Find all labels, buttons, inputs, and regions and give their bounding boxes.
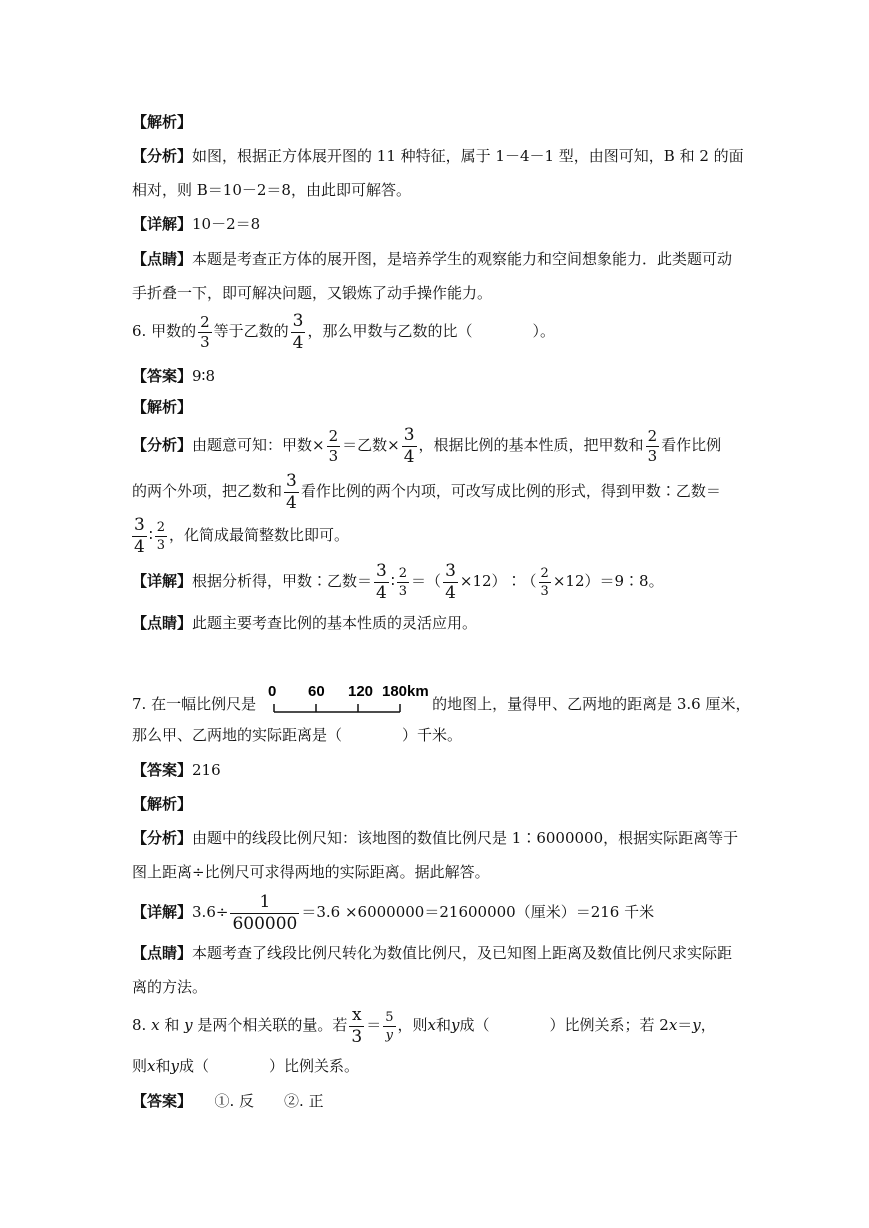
frac-denominator: 3: [328, 446, 339, 465]
scale-label-180km: 180km: [382, 683, 429, 700]
q5-dianjing-tag: 【点睛】: [132, 250, 193, 268]
q6-dianjing-line: [132, 613, 477, 633]
q8-l2-b: 和: [155, 1057, 171, 1075]
q8-answer-tag: 【答案】: [132, 1092, 185, 1110]
q8-text-e: 和: [435, 1016, 451, 1034]
q6-xj-d: ×12）＝9∶8。: [552, 572, 664, 590]
var-y: y: [451, 1016, 460, 1034]
q8-text-g: ＝: [677, 1016, 693, 1034]
q5-fenxi-text1: 如图，根据正方体展开图的 11 种特征，属于 1－4－1 型，由图可知，B 和 2 的面: [192, 147, 744, 165]
frac-denominator: 600000: [232, 913, 298, 934]
q6-text-b: 等于乙数的: [213, 322, 289, 340]
q6-xj-a: 根据分析得，甲数∶乙数＝: [192, 572, 373, 590]
q6-fenxi-line1: [132, 424, 721, 466]
q7-question-line1: [132, 682, 751, 728]
q6-fenxi-line3: [130, 514, 349, 556]
q5-fenxi-line2: 相对，则 B＝10－2＝8，由此即可解答。: [132, 181, 411, 199]
q5-dianjing-line1: [132, 249, 732, 269]
q6-fenxi-line2: [132, 470, 721, 512]
q8-answer: ①. 反 ②. 正: [184, 1092, 324, 1110]
frac-numerator: x: [349, 1007, 364, 1027]
q6-xiangjie-tag: 【详解】: [132, 572, 193, 590]
q7-dianjing-text1: 本题考查了线段比例尺转化为数值比例尺，及已知图上距离及数值比例尺求实际距: [192, 944, 733, 962]
q8-fraction-x-3: [349, 1004, 364, 1047]
q7-fenxi-text1: 由题中的线段比例尺知：该地图的数值比例尺是 1∶6000000，根据实际距离等于: [192, 829, 739, 847]
q5-xiangjie-line: [132, 214, 260, 234]
scale-bar-graphic: [264, 682, 429, 716]
q7-dianjing-tag: 【点睛】: [132, 944, 193, 962]
var-x: x: [151, 1016, 160, 1034]
q5-jiexi-heading: 【解析】: [132, 113, 193, 131]
q7-text-b: 的地图上，量得甲、乙两地的距离是 3.6 厘米，: [432, 695, 751, 713]
var-y: y: [170, 1057, 179, 1075]
q6-answer-tag: 【答案】: [132, 367, 193, 385]
q8-text-d: ，则: [397, 1016, 428, 1034]
frac-denominator: 3: [200, 332, 210, 351]
q7-fenxi-line2: 图上距离÷比例尺可求得两地的实际距离。据此解答。: [132, 863, 490, 881]
q6-fenxi-c: ，根据比例的基本性质，把甲数和: [418, 436, 644, 454]
q6-fenxi-tag: 【分析】: [132, 436, 193, 454]
scale-label-0: 0: [268, 683, 277, 700]
frac-denominator: 3: [398, 583, 408, 599]
scale-bar: [264, 682, 429, 728]
q7-text-a: 7. 在一幅比例尺是: [132, 695, 257, 713]
q5-dianjing-line2: 手折叠一下，即可解决问题，又锻炼了动手操作能力。: [132, 284, 493, 302]
q6-dianjing-tag: 【点睛】: [132, 614, 193, 632]
q6-fraction-3-4: [443, 560, 458, 603]
frac-numerator: 2: [540, 565, 549, 581]
frac-denominator: 3: [647, 446, 658, 465]
q6-xj-b: ＝（: [411, 572, 442, 590]
q6-fraction-3-4: [284, 470, 299, 513]
q6-fraction-2-3: [646, 426, 660, 465]
q7-xj-b: ＝3.6 ×6000000＝21600000（厘米）＝216 千米: [301, 903, 655, 921]
q6-jiexi-heading: 【解析】: [132, 398, 193, 416]
frac-numerator: 3: [134, 514, 145, 535]
q8-l2-a: 则: [132, 1057, 148, 1075]
q6-fraction-3-4: [132, 514, 147, 557]
q7-xiangjie-line: [132, 890, 654, 934]
q5-fenxi-line1: [132, 146, 744, 166]
q8-text-c: 是两个相关联的量。若: [192, 1016, 348, 1034]
q7-answer-tag: 【答案】: [132, 761, 193, 779]
q7-answer-line: [132, 760, 221, 780]
q8-answer-line: [132, 1091, 324, 1111]
q7-dianjing-line1: [132, 943, 732, 963]
scale-label-60: 60: [308, 683, 325, 700]
q8-text-f: 成（ ）比例关系；若 2: [459, 1016, 669, 1034]
frac-numerator: 1: [230, 894, 299, 914]
q5-fenxi-tag: 【分析】: [132, 147, 193, 165]
frac-numerator: 2: [200, 312, 210, 331]
q6-fenxi-a: 由题意可知：甲数×: [192, 436, 325, 454]
q6-fraction-3-4: [402, 424, 417, 467]
frac-numerator: 2: [156, 519, 166, 535]
frac-numerator: 3: [403, 424, 415, 445]
q6-fenxi2-b: 看作比例的两个内项，可改写成比例的形式，得到甲数∶乙数＝: [300, 482, 721, 500]
frac-numerator: 3: [376, 560, 387, 581]
q6-fenxi-d: 看作比例: [661, 436, 722, 454]
var-x: x: [147, 1057, 156, 1075]
q6-fraction-2-3: [327, 426, 341, 465]
q6-fraction-2-3: [198, 312, 212, 351]
q7-answer: 216: [192, 761, 221, 779]
q7-xj-a: 3.6÷: [192, 903, 229, 921]
q6-fraction-3-4: [291, 310, 306, 353]
q6-text-a: 6. 甲数的: [132, 322, 197, 340]
q6-fraction-2-3: [155, 521, 167, 552]
q6-fenxi-b: ＝乙数×: [342, 436, 400, 454]
frac-numerator: 5: [385, 1009, 394, 1025]
q7-question-line2: 那么甲、乙两地的实际距离是（ ）千米。: [132, 726, 463, 744]
q6-xj-c: ×12）∶（: [459, 572, 537, 590]
q6-dianjing: 此题主要考查比例的基本性质的灵活应用。: [192, 614, 478, 632]
scale-label-120: 120: [348, 683, 374, 700]
q6-question: [132, 310, 555, 352]
q6-answer-line: [132, 366, 215, 386]
q6-fraction-2-3: [397, 567, 409, 598]
q6-xj-colon: ∶: [390, 572, 395, 590]
frac-denominator: 4: [376, 582, 387, 603]
frac-denominator: 4: [445, 582, 456, 603]
frac-denominator: 4: [292, 332, 304, 353]
frac-numerator: 2: [398, 565, 408, 581]
var-x: x: [427, 1016, 436, 1034]
q8-text-b: 和: [159, 1016, 185, 1034]
frac-denominator: y: [385, 1027, 394, 1043]
q8-question-line2: [132, 1056, 359, 1076]
q8-text-a: 8.: [132, 1016, 152, 1034]
q7-fraction-1-600000: [230, 891, 299, 934]
frac-numerator: 2: [647, 426, 658, 445]
q8-fraction-5-y: [383, 1011, 395, 1042]
q6-xiangjie-line: [132, 560, 664, 602]
frac-denominator: 4: [286, 492, 297, 513]
var-y: y: [184, 1016, 193, 1034]
q8-text-h: ，: [700, 1016, 716, 1034]
q8-equals: ＝: [366, 1016, 382, 1034]
q6-fraction-2-3: [539, 567, 551, 598]
frac-denominator: 4: [134, 536, 145, 557]
frac-denominator: 3: [540, 583, 549, 599]
var-y: y: [692, 1016, 701, 1034]
q5-xiangjie-text: 10－2＝8: [192, 215, 261, 233]
frac-denominator: 3: [156, 537, 166, 553]
q5-xiangjie-tag: 【详解】: [132, 215, 193, 233]
q6-fenxi2-a: 的两个外项，把乙数和: [132, 482, 283, 500]
frac-denominator: 4: [403, 446, 415, 467]
frac-denominator: 3: [351, 1026, 363, 1047]
q7-fenxi-tag: 【分析】: [132, 829, 193, 847]
q7-dianjing-line2: 离的方法。: [132, 978, 208, 996]
frac-numerator: 3: [292, 310, 304, 331]
frac-numerator: 3: [286, 470, 297, 491]
frac-numerator: 2: [328, 426, 339, 445]
q7-jiexi-heading: 【解析】: [132, 795, 193, 813]
frac-numerator: 3: [445, 560, 456, 581]
q8-question-line1: [132, 1004, 716, 1046]
q5-dianjing-text1: 本题是考查正方体的展开图，是培养学生的观察能力和空间想象能力．此类题可动: [192, 250, 733, 268]
q8-l2-c: 成（ ）比例关系。: [178, 1057, 359, 1075]
q7-fenxi-line1: [132, 828, 738, 848]
q6-fenxi3-colon: ∶: [148, 526, 153, 544]
q6-text-c: ，那么甲数与乙数的比（ ）。: [307, 322, 555, 340]
q6-fenxi3-b: ，化简成最简整数比即可。: [169, 526, 350, 544]
q6-fraction-3-4: [374, 560, 389, 603]
q7-xiangjie-tag: 【详解】: [132, 903, 193, 921]
var-x: x: [668, 1016, 678, 1034]
q6-answer: 9∶8: [192, 367, 216, 385]
